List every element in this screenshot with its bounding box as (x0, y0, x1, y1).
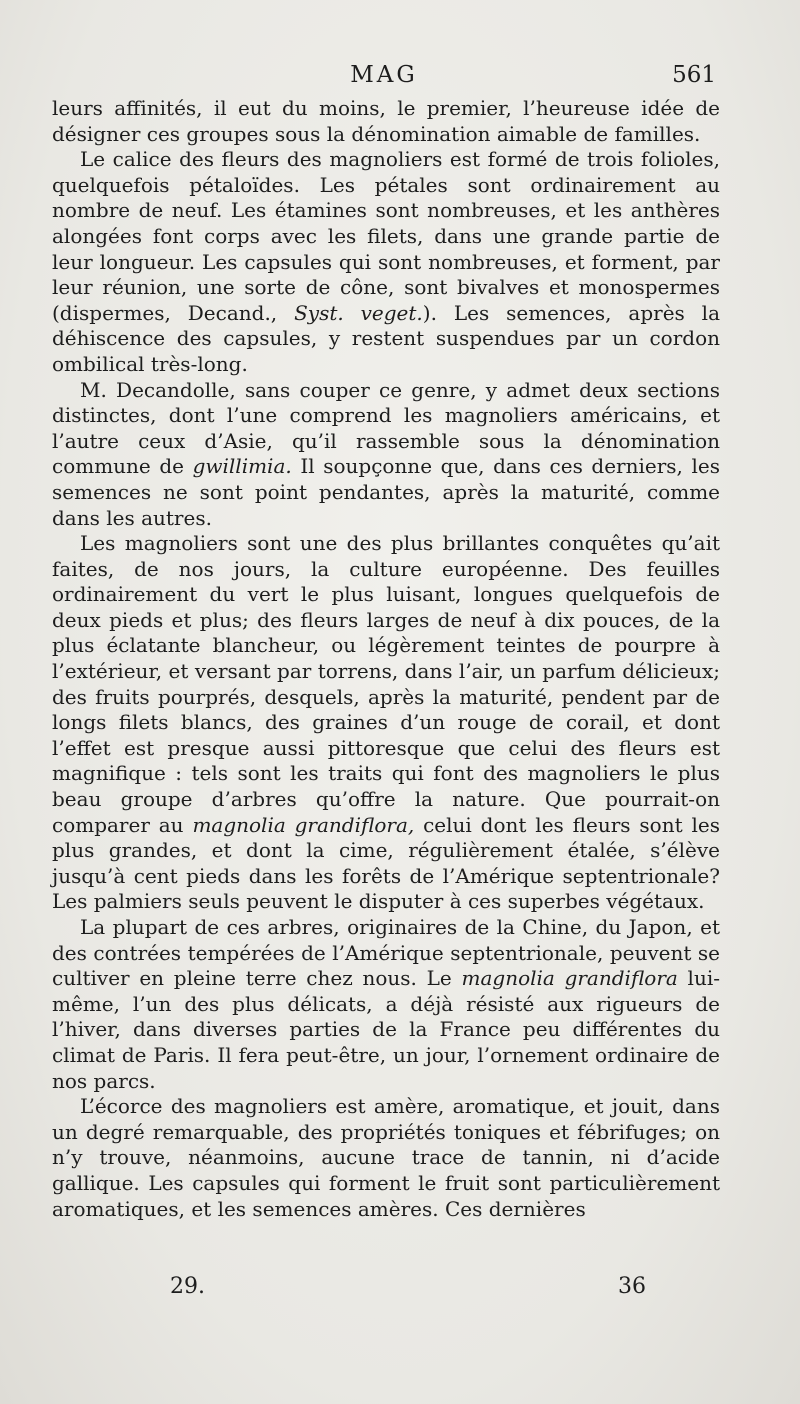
paragraph-5: La plupart de ces arbres, originaires de la Chine, du Japon, et des contrées tempérées de l’Amérique septentrionale, peuvent se cultiver en pleine terre chez nous. Le magnolia grandiflora lui-même, l’un des plus délicats, a déjà résisté aux rigueurs de l’hiver, dans diverses parties de la France peu différentes du climat de Paris. Il fera peut-être, un jour, l’ornement ordinaire de nos parcs. (52, 915, 720, 1093)
paragraph-3: M. Decandolle, sans couper ce genre, y admet deux sections distinctes, dont l’une comprend les magnoliers américains, et l’autre ceux d’Asie, qu’il rassemble sous la dénomination commune de gwillimia. Il soupçonne que, dans ces derniers, les semences ne sont point pendantes, après la maturité, comme dans les autres. (52, 377, 720, 530)
signature-mark: 29. (170, 1274, 205, 1299)
paragraph-2: Le calice des fleurs des magnoliers est formé de trois folioles, quelquefois pétaloïdes. Les pétales sont ordinairement au nombre de neuf. Les étamines sont nombreuses, et les anthères alongées font corps avec les filets, dans une grande partie de leur longueur. Les capsules qui sont nombreuses, et forment, par leur réunion, une sorte de cône, sont bivalves et monospermes (dispermes, Decand., Syst. veget.). Les semences, après la déhiscence des capsules, y restent suspendues par un cordon ombilical très-long. (52, 147, 721, 376)
body-text (52, 96, 720, 1222)
paragraph-1: leurs affinités, il eut du moins, le premier, l’heureuse idée de désigner ces groupes sous la dénomination aimable de familles. (52, 96, 720, 146)
page-footer (52, 1274, 716, 1304)
paragraph-4: Les magnoliers sont une des plus brillantes conquêtes qu’ait faites, de nos jours, la culture européenne. Des feuilles ordinairement du vert le plus luisant, longues quelquefois de deux pieds et plus; des fleurs larges de neuf à dix pouces, de la plus éclatante blancheur, ou légèrement teintes de pourpre à l’extérieur, et versant par torrens, dans l’air, un parfum délicieux; des fruits pourprés, desquels, après la maturité, pendent par de longs filets blancs, des graines d’un rouge de corail, et dont l’effet est presque aussi pittoresque que celui des fleurs est magnifique : tels sont les traits qui font des magnoliers le plus beau groupe d’arbres qu’offre la nature. Que pourrait-on comparer au magnolia grandiflora, celui dont les fleurs sont les plus grandes, et dont la cime, régulièrement étalée, s’élève jusqu’à cent pieds dans les forêts de l’Amérique septentrionale? Les palmiers seuls peuvent le disputer à ces superbes végétaux. (52, 531, 720, 914)
paragraph-6: L’écorce des magnoliers est amère, aromatique, et jouit, dans un degré remarquable, des propriétés toniques et fébrifuges; on n’y trouve, néanmoins, aucune trace de tannin, ni d’acide gallique. Les capsules qui forment le fruit sont particulièrement aromatiques, et les semences amères. Ces dernières (52, 1094, 720, 1221)
page-header (52, 62, 716, 96)
running-title: MAG (350, 62, 418, 88)
volume-number: 36 (618, 1274, 646, 1299)
page-number: 561 (672, 62, 716, 88)
